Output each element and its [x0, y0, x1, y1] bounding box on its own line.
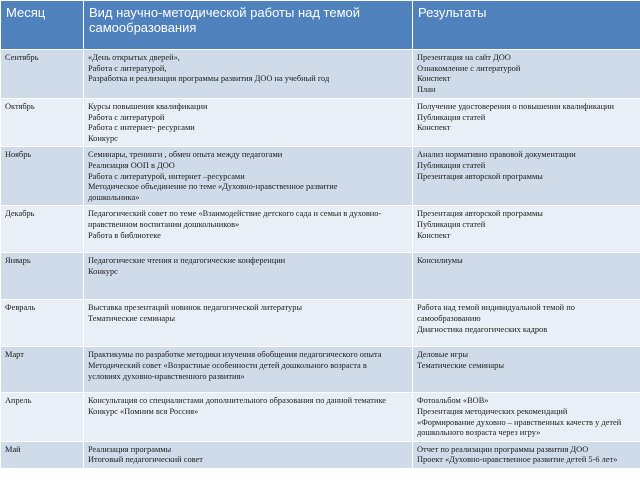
work-line: Курсы повышения квалификации — [88, 102, 208, 111]
work-line: условиях духовно-нравственного развития» — [88, 371, 245, 381]
work-line: Педагогические чтения и педагогические конференции — [88, 256, 286, 266]
work-line: Разработка и реализация программы развития ДОО на учебный год — [88, 74, 330, 84]
results-line: Презентация авторской программы — [417, 171, 543, 181]
work-line: Конкурс — [88, 266, 118, 276]
month-cell: Ноябрь — [1, 147, 84, 206]
work-line: Конкурс «Помним вся Россия» — [88, 406, 199, 416]
results-cell — [413, 50, 640, 99]
results-line: Публикация статей — [417, 112, 486, 122]
results-line: Фотоальбом «ВОВ» — [417, 396, 489, 406]
work-line: Работа с литературой — [88, 112, 165, 122]
work-cell — [84, 347, 413, 393]
results-cell — [413, 99, 640, 147]
results-line: Презентация авторской программы — [417, 209, 543, 219]
header-results: Результаты — [413, 1, 640, 50]
work-line: Тематические семинары — [88, 313, 175, 323]
table-row — [1, 206, 640, 253]
work-line: Работа с литературой, — [88, 63, 167, 73]
header-month: Месяц — [1, 1, 84, 50]
work-line: Методическое объединение по теме «Духовно-нравственное развитие — [88, 182, 338, 192]
results-cell — [413, 441, 640, 468]
work-line: Семинары, тренинги , обмен опыта между педагогами — [88, 150, 283, 160]
work-cell — [84, 206, 413, 253]
results-line: Диагностика педагогических кадров — [417, 324, 548, 334]
month-cell: Январь — [1, 253, 84, 300]
work-cell — [84, 441, 413, 468]
results-line: Конспект — [417, 123, 451, 133]
results-line: Работа над темой индивидуальной темой по — [417, 303, 575, 313]
month-cell: Апрель — [1, 393, 84, 441]
work-line: «День открытых дверей», — [88, 53, 180, 62]
results-line: Деловые игры — [417, 350, 469, 360]
results-cell — [413, 147, 640, 206]
month-cell: Март — [1, 347, 84, 393]
table-row — [1, 441, 640, 468]
work-line: Методический совет «Возрастные особенности детей дошкольного возраста в — [88, 360, 367, 370]
work-line: Работа в библиотеке — [88, 230, 161, 240]
work-line: Работа с интернет- ресурсами — [88, 123, 195, 133]
table-row — [1, 99, 640, 147]
work-cell — [84, 253, 413, 300]
results-line: самообразованию — [417, 313, 481, 323]
results-line: Тематические семинары — [417, 360, 504, 370]
results-line: План — [417, 84, 436, 94]
results-line: Анализ нормативно правовой документации — [417, 150, 576, 160]
work-line: дошкольника» — [88, 192, 140, 202]
work-line: Конкурс — [88, 133, 118, 143]
work-cell — [84, 50, 413, 99]
results-cell — [413, 300, 640, 347]
results-cell — [413, 253, 640, 300]
month-cell: Февраль — [1, 300, 84, 347]
work-line: Реализация ООП в ДОО — [88, 160, 175, 170]
work-line: нравственном воспитании дошкольников» — [88, 219, 240, 229]
results-line: Публикация статей — [417, 160, 486, 170]
month-cell: Сентябрь — [1, 50, 84, 99]
results-cell — [413, 347, 640, 393]
results-line: Проект «Духовно-нравственное развитие детей 5-6 лет» — [417, 455, 618, 465]
work-cell — [84, 300, 413, 347]
results-line: «Формирование духовно – нравственных качеств у детей — [417, 417, 622, 427]
table-row — [1, 253, 640, 300]
results-cell — [413, 393, 640, 441]
results-line: Ознакомление с литературой — [417, 63, 521, 73]
work-line: Итоговый педагогический совет — [88, 455, 203, 465]
results-line: Публикация статей — [417, 219, 486, 229]
results-cell — [413, 206, 640, 253]
work-line: Выставка презентаций новинок педагогической литературы — [88, 303, 303, 313]
table-row — [1, 50, 640, 99]
results-line: Презентация на сайт ДОО — [417, 53, 511, 62]
work-line: Педагогический совет по теме «Взаимодействие детского сада и семьи в духовно- — [88, 209, 382, 219]
table-row — [1, 347, 640, 393]
work-line: Реализация программы — [88, 444, 172, 454]
results-line: Получение удостоверения о повышении квалификации — [417, 102, 615, 111]
header-work-type: Вид научно-методической работы над темой самообразования — [84, 1, 413, 50]
work-cell — [84, 147, 413, 206]
results-line: Консилиумы — [417, 256, 463, 266]
table-row — [1, 300, 640, 347]
header-row — [1, 1, 640, 50]
work-cell — [84, 393, 413, 441]
table-row — [1, 393, 640, 441]
results-line: дошкольного возраста через игру» — [417, 428, 541, 438]
month-cell: Май — [1, 441, 84, 468]
work-line: Консультация со специалистами дополнительного образования по данной тематике — [88, 396, 387, 406]
work-line: Работа с литературой, интернет –ресурсами — [88, 171, 245, 181]
results-line: Отчет по реализации программы развития ДОО — [417, 444, 589, 454]
work-line: Практикумы по разработке методики изучения обобщения педагогического опыта — [88, 350, 382, 360]
results-line: Конспект — [417, 230, 451, 240]
work-cell — [84, 99, 413, 147]
table-row — [1, 147, 640, 206]
month-cell: Декабрь — [1, 206, 84, 253]
results-line: Презентация методических рекомендаций — [417, 406, 568, 416]
results-line: Конспект — [417, 74, 451, 84]
month-cell: Октябрь — [1, 99, 84, 147]
